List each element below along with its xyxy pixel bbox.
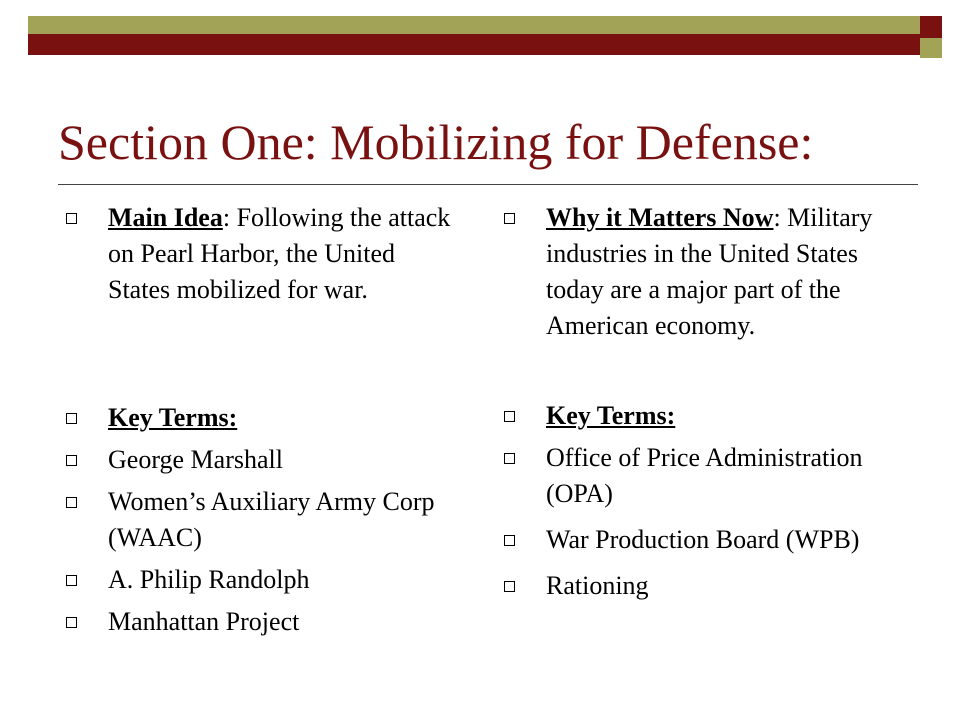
- key-terms-heading: [500, 398, 912, 434]
- hollow-square-bullet-icon: [504, 581, 515, 592]
- hollow-square-bullet-icon: [504, 213, 515, 224]
- term-item: [500, 440, 912, 512]
- header-square-olive: [920, 38, 942, 58]
- hollow-square-bullet-icon: [66, 575, 77, 586]
- term-item: [62, 484, 460, 556]
- hollow-square-bullet-icon: [66, 413, 77, 424]
- main-idea-item: [62, 200, 460, 308]
- term-item: [62, 442, 460, 478]
- term-item: [62, 604, 460, 640]
- hollow-square-bullet-icon: [66, 455, 77, 466]
- term-text: George Marshall: [108, 445, 283, 474]
- left-bullet-list: [62, 200, 460, 640]
- term-text: A. Philip Randolph: [108, 565, 310, 594]
- main-idea-text: : Following the attack on Pearl Harbor, the United States mobilized for war.: [108, 203, 451, 304]
- header-bar-olive: [28, 16, 942, 34]
- why-it-matters-item: [500, 200, 912, 344]
- term-item: [500, 522, 912, 558]
- page-title: Section One: Mobilizing for Defense:: [58, 114, 814, 170]
- key-terms-label: Key Terms:: [546, 401, 676, 430]
- term-text: Office of Price Administration (OPA): [546, 443, 863, 508]
- key-terms-heading: [62, 400, 460, 436]
- spacer: [62, 308, 460, 400]
- term-item: [62, 562, 460, 598]
- key-terms-label: Key Terms:: [108, 403, 238, 432]
- hollow-square-bullet-icon: [66, 213, 77, 224]
- term-text: Women’s Auxiliary Army Corp (WAAC): [108, 487, 435, 552]
- header-bar-maroon: [28, 34, 942, 55]
- term-text: Rationing: [546, 571, 649, 600]
- term-item: [500, 568, 912, 604]
- hollow-square-bullet-icon: [66, 617, 77, 628]
- right-column: [500, 200, 912, 604]
- why-it-matters-text: : Military industries in the United States today are a major part of the American economy.: [546, 203, 873, 340]
- spacer: [500, 344, 912, 398]
- term-text: Manhattan Project: [108, 607, 300, 636]
- main-idea-label: Main Idea: [108, 203, 223, 232]
- hollow-square-bullet-icon: [66, 497, 77, 508]
- title-divider: [58, 184, 918, 185]
- hollow-square-bullet-icon: [504, 453, 515, 464]
- why-it-matters-label: Why it Matters Now: [546, 203, 774, 232]
- left-column: [62, 200, 460, 640]
- right-bullet-list: [500, 200, 912, 604]
- hollow-square-bullet-icon: [504, 535, 515, 546]
- hollow-square-bullet-icon: [504, 411, 515, 422]
- term-text: War Production Board (WPB): [546, 525, 860, 554]
- header-square-maroon: [920, 16, 942, 38]
